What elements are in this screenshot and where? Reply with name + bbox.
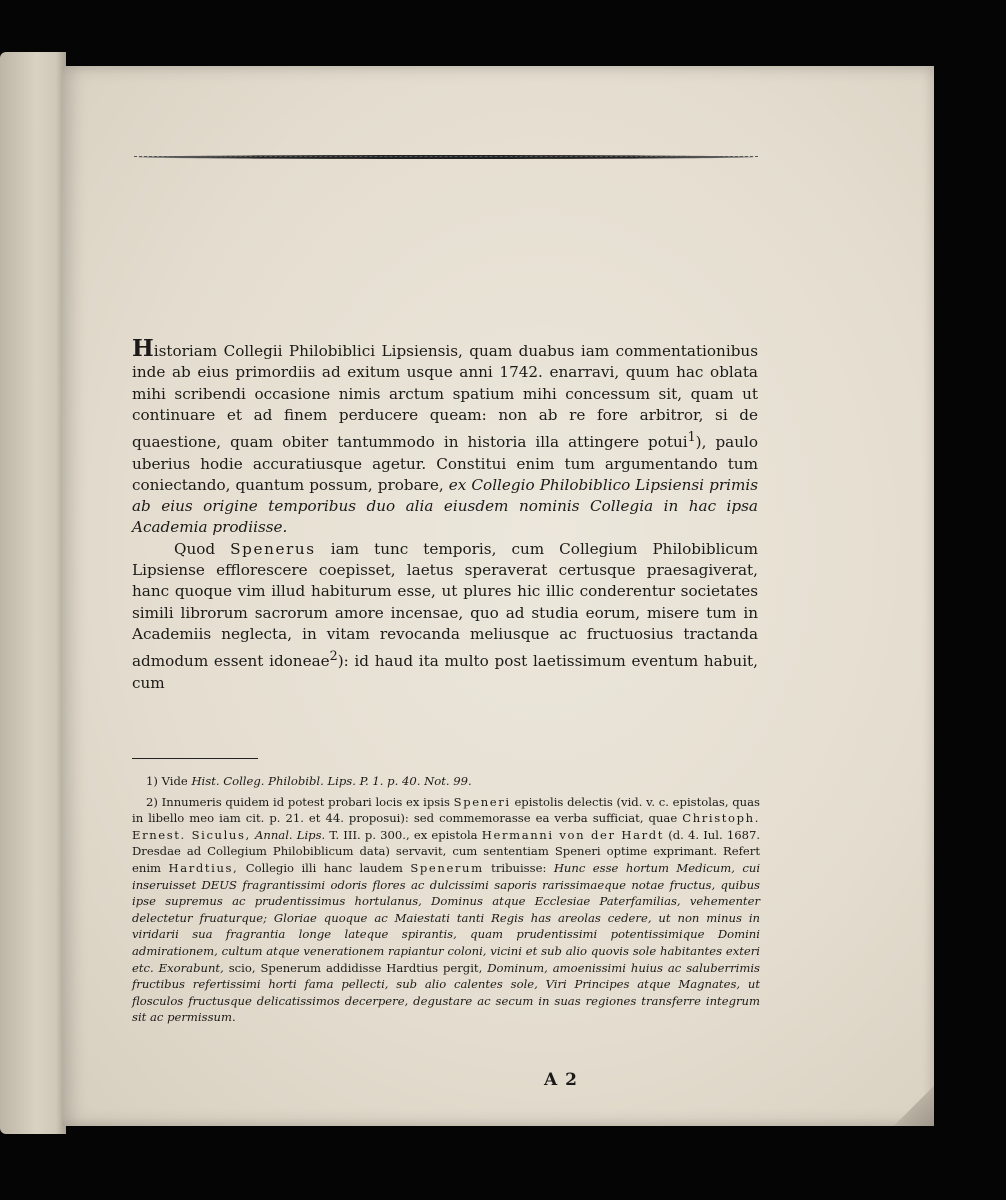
paragraph-2: Quod Spenerus iam tunc temporis, cum Collegium Philobiblicum Lipsiense efflorescere coepisset, laetus speraverat certusque praesagiverat, hanc quoque vim illud habiturum esse, ut plures hic illic conderentur societates simili librorum sacrorum amore incensae, quo ad studia eorum, misere tum in Academiis neglecta, in vitam revocanda meliusque ac fructuosius tractanda admodum essent idoneae$^2$): id haud ita multo post laetissimum eventum habuit, cum <box>132 539 759 692</box>
page-corner-fold <box>894 1086 934 1126</box>
thesis-statement: ex Collegio Philobiblico Lipsiensi primis ab eius origine temporibus duo alia eiusdem nominis Collegia in hac ipsa Academia prodiisse. <box>132 475 758 537</box>
footnote-ref-1: 1 <box>687 429 696 445</box>
footnote-ref-2: 2 <box>329 648 338 664</box>
signature-mark: A 2 <box>544 1070 578 1090</box>
body-text <box>132 335 759 694</box>
name-spenerus: Spenerus <box>230 539 316 558</box>
footnotes <box>132 773 760 1026</box>
drop-cap: H <box>132 335 154 362</box>
book-page <box>62 66 934 1126</box>
footnote-2: 2) Innumeris quidem id potest probari locis ex ipsis Speneri epistolis delectis (vid. v. c. epistolas, quas in libello meo iam cit. p. 21. et 44. proposui): sed commemorasse ea verba sufficiat, quae Christoph. Ernest. Siculus, Annal. Lips. T. III. p. 300., ex epistola Hermanni von der Hardt (d. 4. Iul. 1687. Dresdae ad Collegium Philobiblicum data) servavit, cum sententiam Speneri optime exprimant. Refert enim Hardtius, Collegio illi hanc laudem Spenerum tribuisse: Hunc esse hortum Medicum, cui inseruisset DEUS fragrantissimi odoris flores ac dulcissimi saporis rarissimaeque notae fructus, quibus ipse supremus ac prudentissimus hortulanus, Dominus atque Ecclesiae Paterfamilias, vehementer delectetur fruaturque; Gloriae quoque ac Maiestati tanti Regis has areolas cedere, ut non minus in viridarii sua fragrantia longe lateque spirantis, quam prudentissimi potentissimique Domini admirationem, cultum atque venerationem rapiantur coloni, vicini et sub alio quovis sole habitantes exteri etc. Exorabunt, scio, Spenerum addidisse Hardtius pergit, Dominum, amoenissimi huius ac saluberrimis fructibus refertissimi horti fama pellecti, sub alio calentes sole, Viri Principes atque Magnates, ut flosculos fructusque delicatissimos decerpere, degustare ac secum in suas regiones transferre integrum sit ac permissum. <box>132 794 761 1025</box>
header-rule <box>138 155 754 159</box>
footnote-1: 1) Vide Hist. Colleg. Philobibl. Lips. P. 1. p. 40. Not. 99. <box>146 774 472 788</box>
paragraph-1: Historiam Collegii Philobiblici Lipsiensis, quam duabus iam commentationibus inde ab eius primordiis ad exitum usque anni 1742. enarravi, quum hac oblata mihi scribendi occasione nimis arctum spatium mihi concessum sit, quam ut continuare et ad finem perducere queam: non ab re fore arbitror, si de quaestione, quam obiter tantummodo in historia illa attingere potui$^1$), paulo uberius hodie accuratiusque agetur. Constitui enim tum argumentando tum coniectando, quantum possum, probare, ex Collegio Philobiblico Lipsiensi primis ab eius origine temporibus duo alia eiusdem nominis Collegia in hac ipsa Academia prodiisse. <box>132 335 759 537</box>
facing-page-edge <box>0 52 66 1134</box>
footnote-rule <box>132 758 258 759</box>
